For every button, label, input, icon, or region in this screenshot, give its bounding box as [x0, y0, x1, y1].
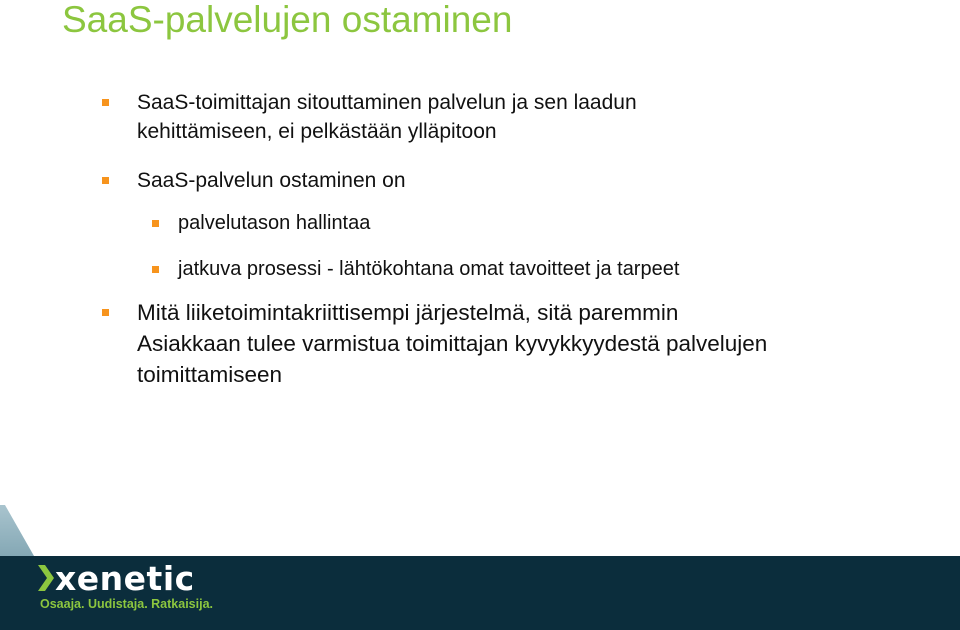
bullet-line: Mitä liiketoimintakriittisempi järjestelmä, sitä paremmin	[137, 300, 679, 325]
bullet-line: kehittämiseen, ei pelkästään ylläpitoon	[137, 120, 497, 143]
bullet-marker-icon	[102, 309, 109, 316]
slide-title: SaaS-palvelujen ostaminen	[62, 0, 513, 40]
bullet-item	[137, 166, 406, 195]
bullet-line: palvelutason hallintaa	[178, 212, 371, 234]
sub-bullet-item	[178, 209, 370, 238]
logo-tagline: Osaaja. Uudistaja. Ratkaisija.	[40, 597, 213, 611]
bullet-line: Asiakkaan tulee varmistua toimittajan kyvykkyydestä palvelujen	[137, 331, 768, 356]
logo-chevron-icon	[38, 565, 56, 591]
bullet-line: SaaS-toimittajan sitouttaminen palvelun ja sen laadun	[137, 91, 637, 114]
bullet-item	[137, 88, 637, 146]
sub-bullet-item	[178, 255, 679, 284]
company-logo: xenetic	[55, 559, 195, 598]
bullet-item	[137, 297, 767, 390]
bullet-marker-icon	[102, 177, 109, 184]
bullet-marker-icon	[152, 220, 159, 227]
bullet-line: jatkuva prosessi - lähtökohtana omat tavoitteet ja tarpeet	[178, 258, 680, 280]
bullet-marker-icon	[152, 266, 159, 273]
bullet-line: SaaS-palvelun ostaminen on	[137, 169, 406, 192]
bullet-line: toimittamiseen	[137, 362, 283, 387]
bullet-marker-icon	[102, 99, 109, 106]
